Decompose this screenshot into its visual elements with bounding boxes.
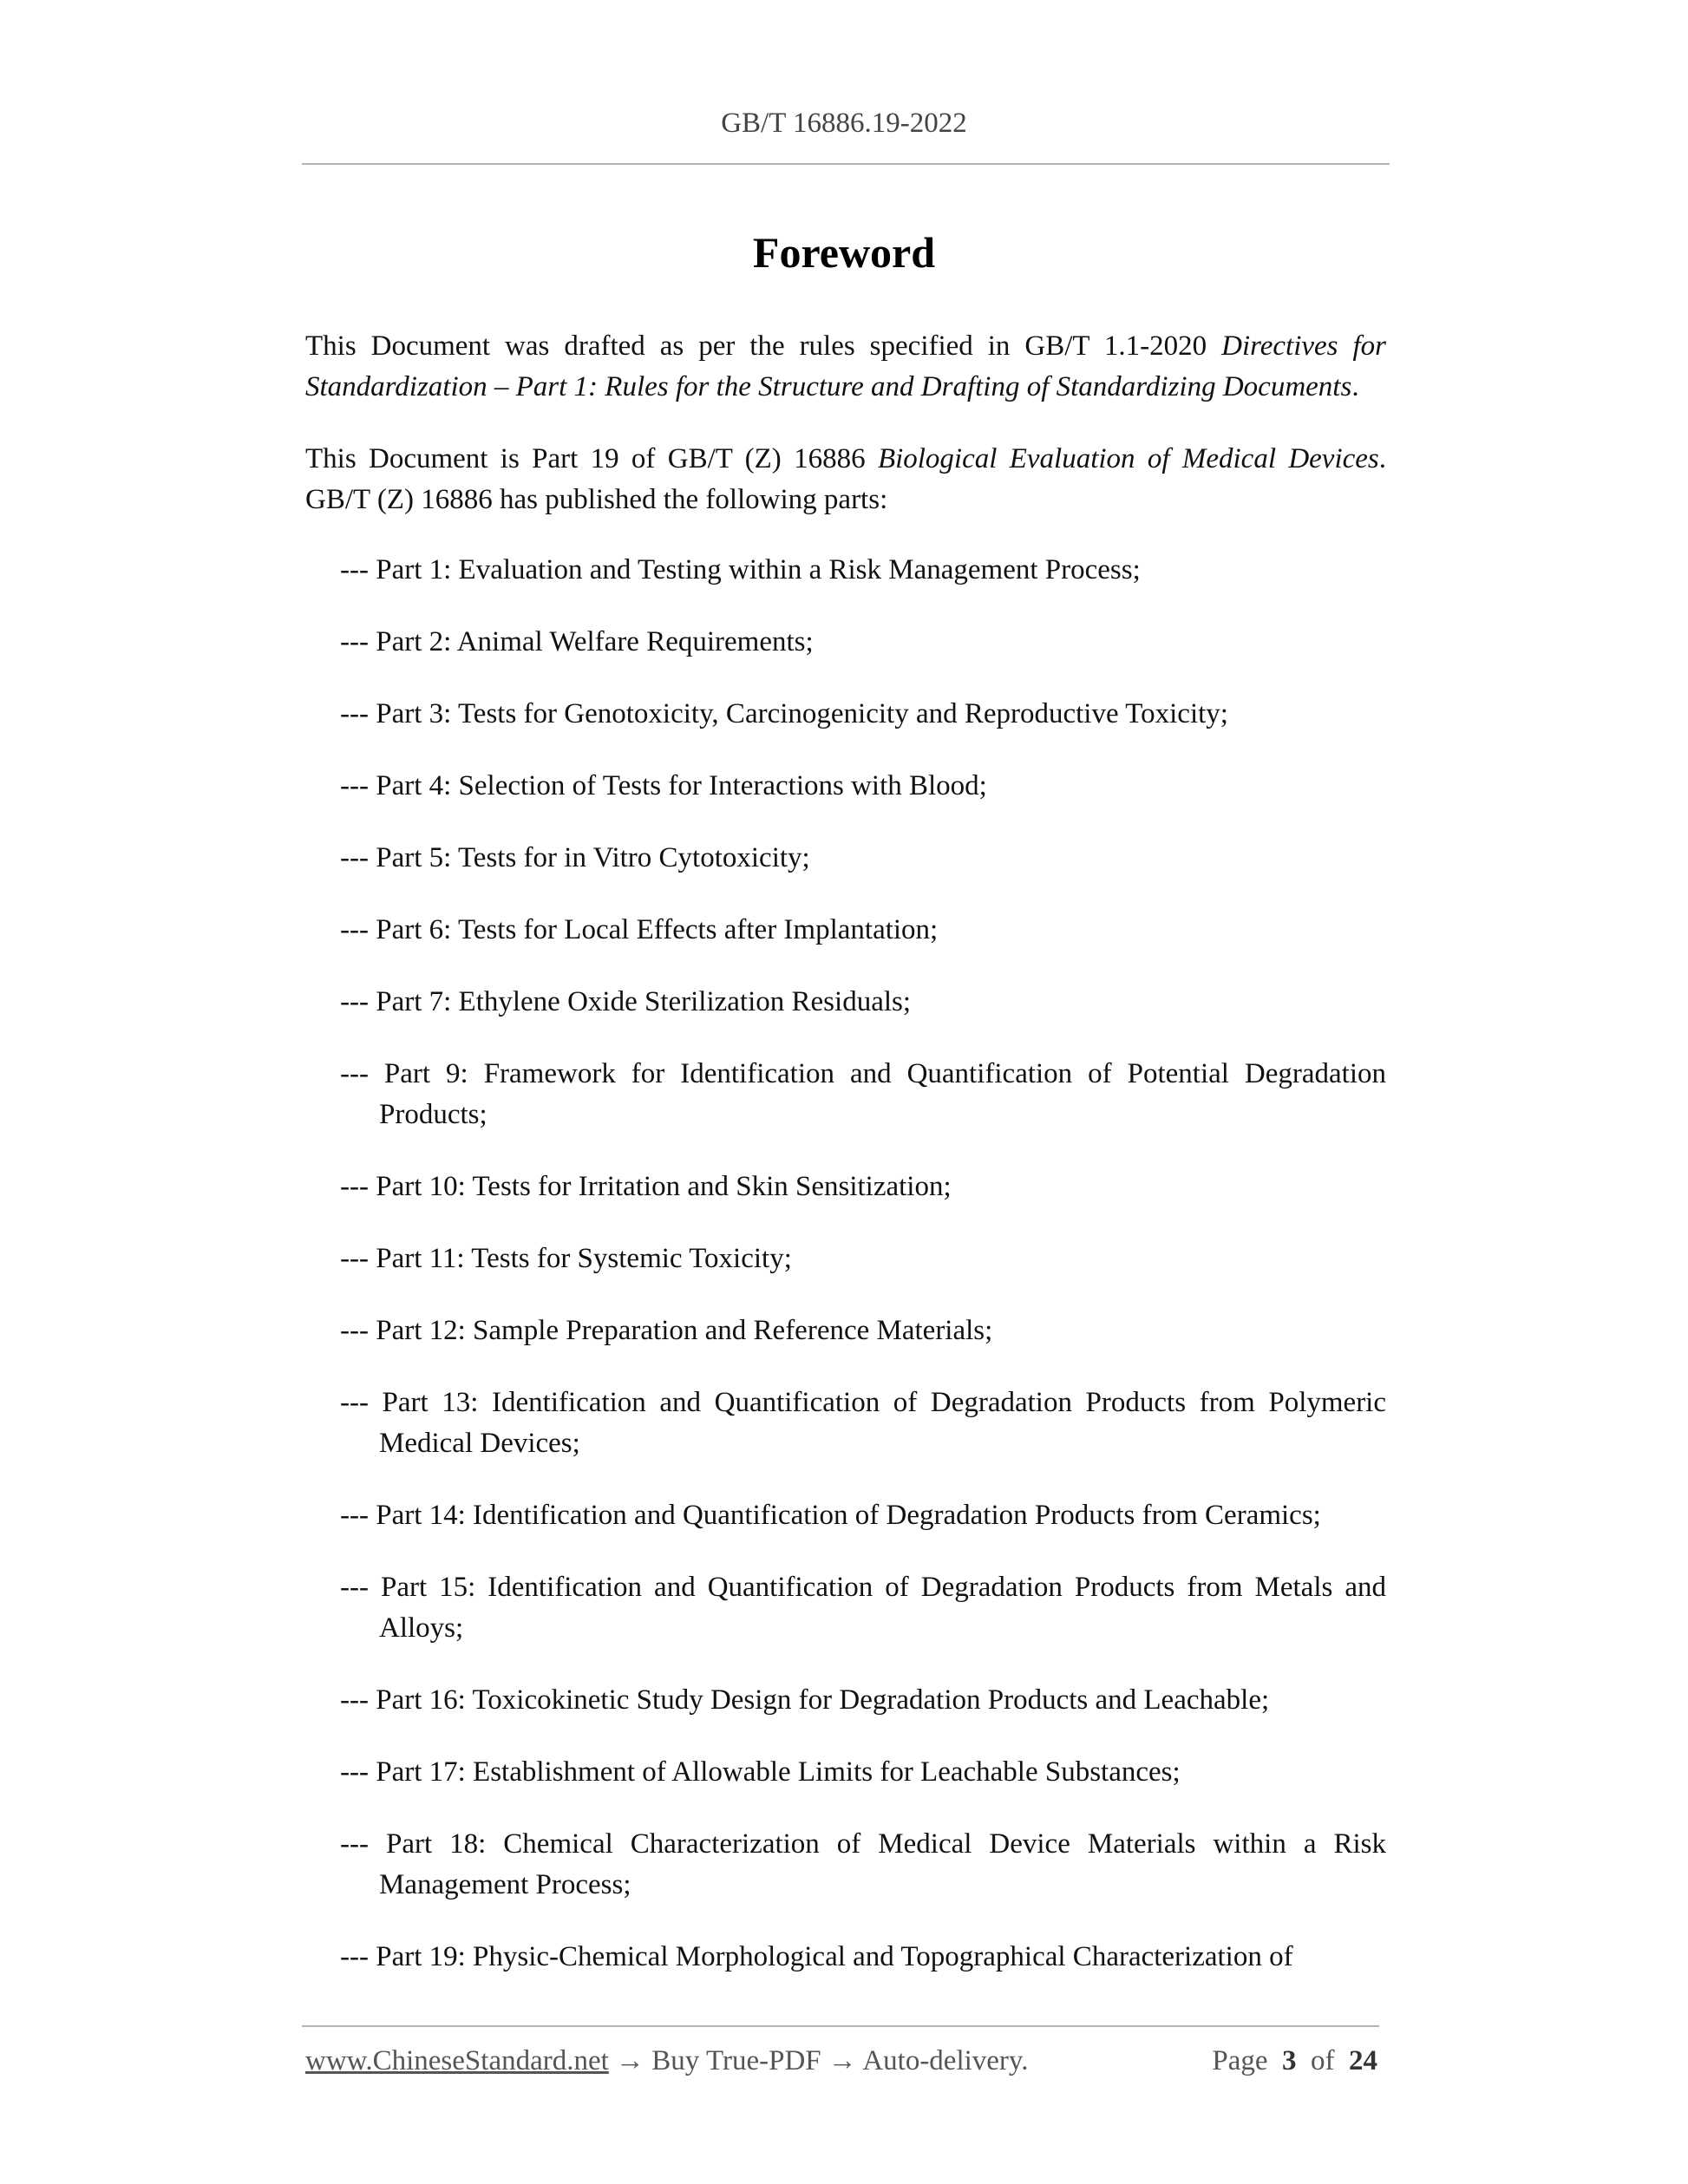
list-item: --- Part 9: Framework for Identification and Quantification of Potential Degradation Products;: [340, 1058, 1386, 1130]
paragraph-text: This Document is Part 19 of GB/T (Z) 16886: [305, 443, 878, 474]
paragraph-italic-title: Directives for Standardization – Part 1: Rules for the Structure and Drafting of Standardizing Documents: [305, 330, 1386, 402]
site-link[interactable]: www.ChineseStandard.net: [305, 2045, 609, 2076]
page-total: 24: [1349, 2045, 1377, 2076]
list-item: --- Part 13: Identification and Quantification of Degradation Products from Polymeric Medical Devices;: [340, 1387, 1386, 1459]
arrow-right-icon: →: [828, 2045, 857, 2076]
header-divider: [302, 163, 1390, 165]
footer-divider: [302, 2025, 1379, 2027]
list-item: --- Part 4: Selection of Tests for Interactions with Blood;: [340, 770, 987, 801]
arrow-right-icon: →: [616, 2045, 645, 2076]
list-item: --- Part 10: Tests for Irritation and Skin Sensitization;: [340, 1171, 952, 1202]
list-item: --- Part 11: Tests for Systemic Toxicity;: [340, 1243, 792, 1274]
page-title: Foreword: [752, 228, 936, 277]
page-current: 3: [1282, 2045, 1297, 2076]
paragraph-text-end: . GB/T (Z) 16886 has published the following parts:: [305, 443, 1386, 515]
list-item: --- Part 7: Ethylene Oxide Sterilization Residuals;: [340, 986, 912, 1017]
list-item: --- Part 12: Sample Preparation and Reference Materials;: [340, 1315, 993, 1346]
foreword-paragraph-1: [305, 326, 1386, 408]
list-item: --- Part 16: Toxicokinetic Study Design for Degradation Products and Leachable;: [340, 1684, 1270, 1716]
delivery-text: Auto-delivery.: [862, 2045, 1029, 2076]
page-label: Page: [1212, 2045, 1268, 2076]
list-item: --- Part 1: Evaluation and Testing within a Risk Management Process;: [340, 554, 1141, 585]
list-item: --- Part 3: Tests for Genotoxicity, Carcinogenicity and Reproductive Toxicity;: [340, 698, 1228, 729]
list-item: --- Part 15: Identification and Quantification of Degradation Products from Metals and Alloys;: [340, 1572, 1386, 1644]
paragraph-text-end: .: [1351, 371, 1359, 402]
paragraph-italic-title: Biological Evaluation of Medical Devices: [877, 443, 1379, 474]
list-item: --- Part 18: Chemical Characterization of Medical Device Materials within a Risk Management Process;: [340, 1828, 1386, 1900]
foreword-paragraph-2: [305, 439, 1386, 520]
buy-pdf-text: Buy True-PDF: [651, 2045, 821, 2076]
page-header: GB/T 16886.19-2022: [721, 108, 967, 139]
list-item: --- Part 6: Tests for Local Effects after Implantation;: [340, 914, 939, 945]
paragraph-text: This Document was drafted as per the rules specified in GB/T 1.1-2020: [305, 330, 1222, 362]
footer-promo: [305, 2045, 1029, 2077]
list-item: --- Part 14: Identification and Quantification of Degradation Products from Ceramics;: [340, 1500, 1321, 1531]
page-footer: [305, 2045, 1377, 2083]
list-item: --- Part 19: Physic-Chemical Morphological and Topographical Characterization of: [340, 1941, 1293, 1972]
list-item: --- Part 17: Establishment of Allowable Limits for Leachable Substances;: [340, 1756, 1181, 1788]
page-number: [1212, 2045, 1377, 2077]
list-item: --- Part 2: Animal Welfare Requirements;: [340, 626, 814, 657]
parts-list: [340, 550, 1386, 2009]
page-of-label: of: [1311, 2045, 1335, 2076]
list-item: --- Part 5: Tests for in Vitro Cytotoxicity;: [340, 842, 810, 873]
